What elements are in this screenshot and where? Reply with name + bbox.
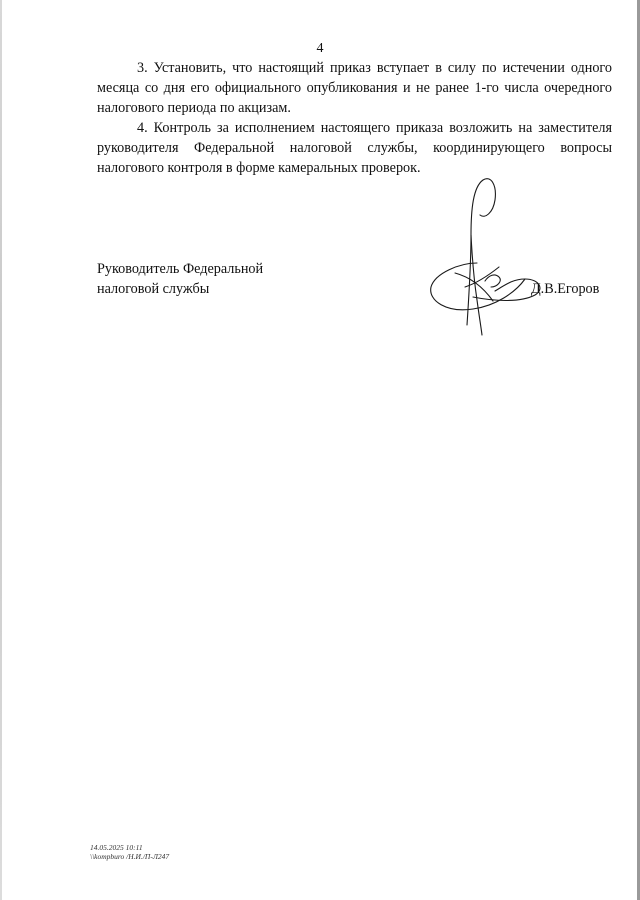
handwritten-signature-icon: [425, 175, 545, 340]
signatory-title-line-2: налоговой службы: [97, 281, 210, 297]
footer-registration-code: \\kompburo /Н.И./П-Л247: [90, 852, 170, 861]
paragraph-3: 3. Установить, что настоящий приказ вступает в силу по истечении одного месяца со дня его официального опубликования и не ранее 1-го числа очередного налогового периода по акцизам.: [97, 60, 612, 116]
document-body: [97, 58, 612, 178]
signatory-title-line-1: Руководитель Федеральной: [97, 261, 264, 277]
signatory-title: [97, 259, 263, 299]
page-number: 4: [316, 41, 324, 56]
signatory-name: Д.В.Егоров: [531, 281, 600, 297]
document-footer: [90, 843, 169, 861]
scan-edge-left: [0, 0, 2, 900]
paragraph-4: 4. Контроль за исполнением настоящего приказа возложить на заместителя руководителя Федеральной налоговой службы, координирующего вопросы налогового контроля в форме камеральных проверок.: [97, 120, 612, 176]
footer-timestamp: 14.05.2025 10:11: [90, 843, 143, 852]
